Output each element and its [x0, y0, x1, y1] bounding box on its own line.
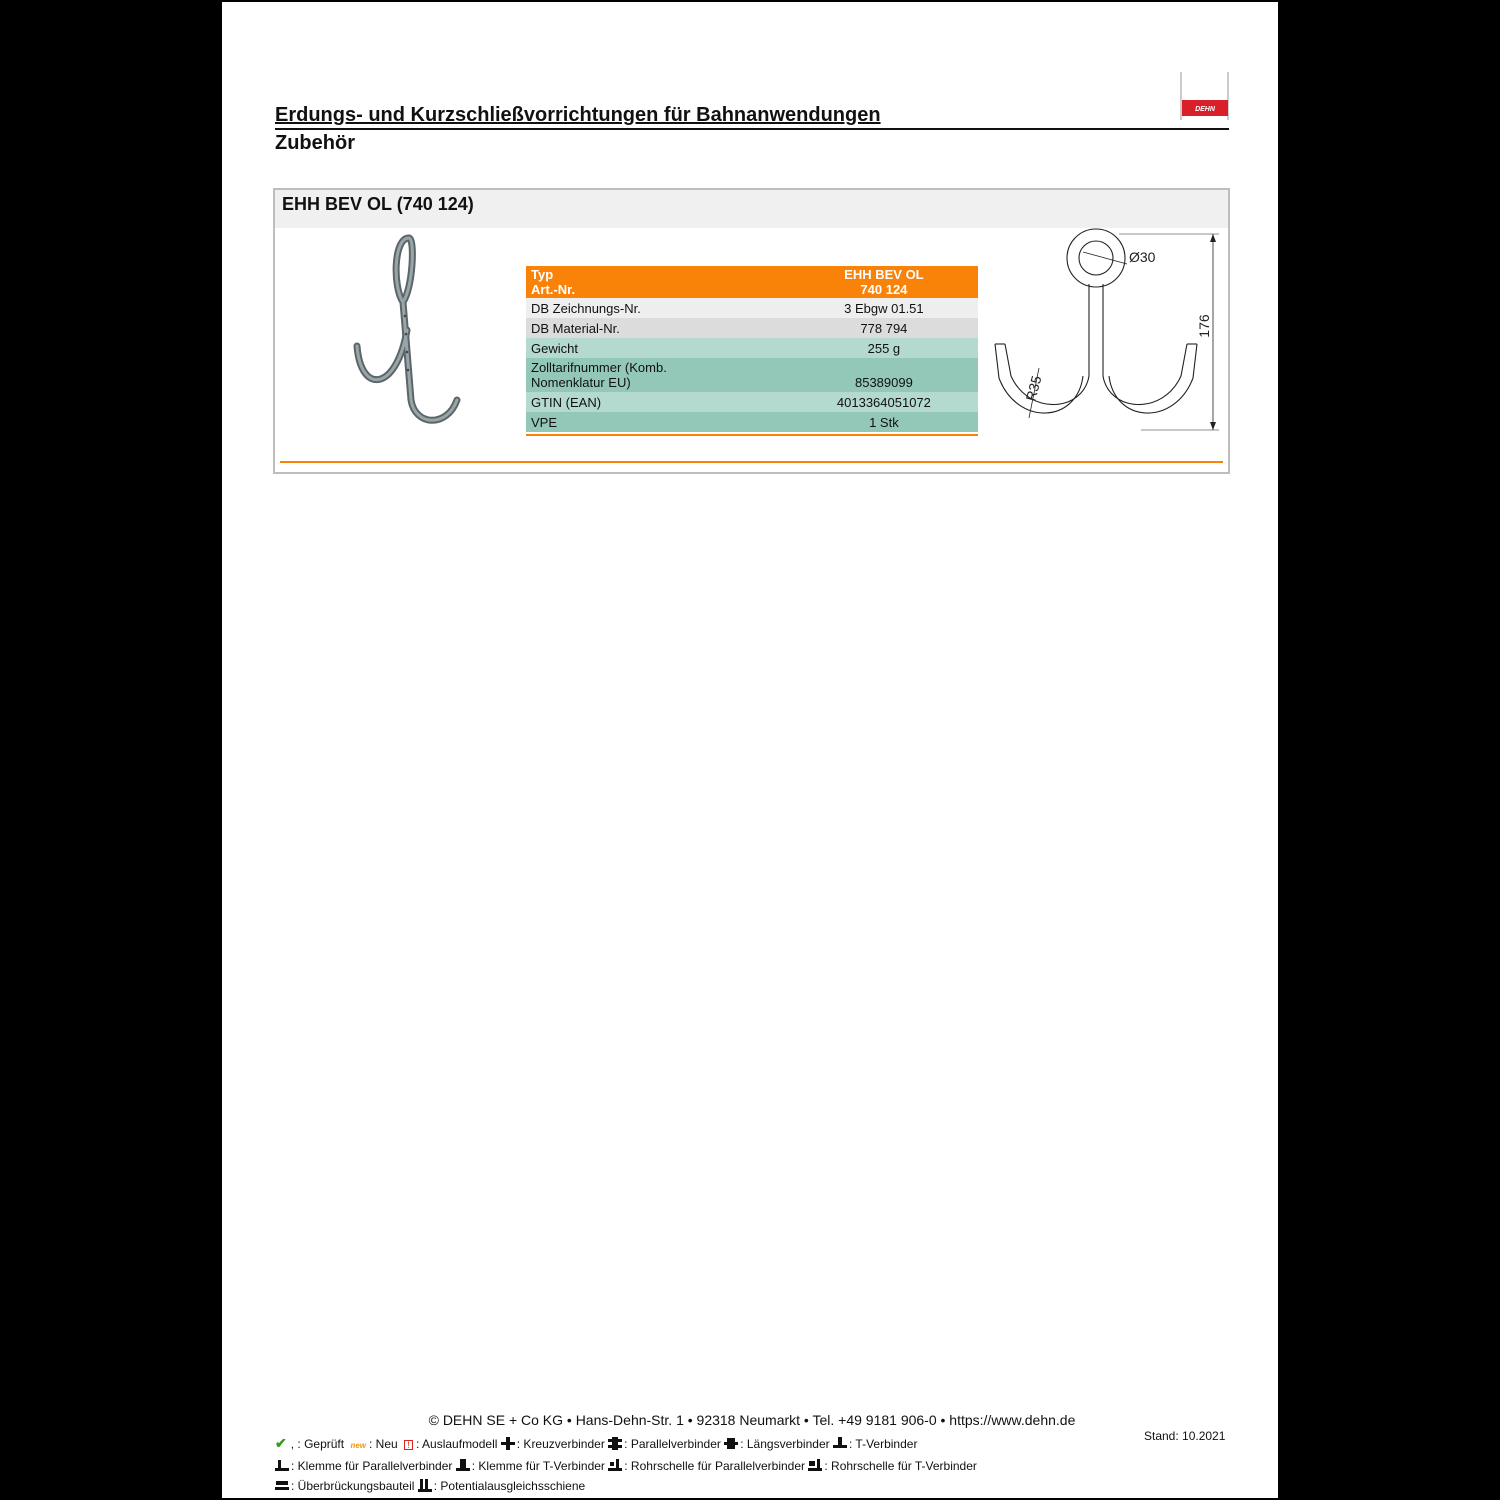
cross-connector-icon	[501, 1437, 515, 1450]
product-photo	[335, 230, 465, 435]
dim-height: 176	[1196, 314, 1212, 338]
footer-copyright: © DEHN SE + Co KG • Hans-Dehn-Str. 1 • 92318 Neumarkt • Tel. +49 9181 906-0 • https://www.dehn.de	[428, 1412, 1076, 1428]
dim-radius: R35	[1022, 373, 1045, 403]
spec-header-row	[526, 266, 978, 298]
spec-header-labels: Typ Art.-Nr.	[526, 266, 790, 298]
legend-line-2: : Klemme für Parallelverbinder : Klemme für T-Verbinder : Rohrschelle für Parallelverbinder : Rohrschelle für T-Verbinder	[275, 1456, 1075, 1476]
discontinued-icon: !	[404, 1440, 413, 1450]
bridging-component-icon	[275, 1479, 289, 1492]
spec-header-values: EHH BEV OL 740 124	[790, 266, 978, 298]
checkmark-icon: ✔	[275, 1435, 287, 1451]
table-row: Zolltarifnummer (Komb. Nomenklatur EU) 85389099	[526, 358, 978, 392]
table-row: DB Material-Nr. 778 794	[526, 318, 978, 338]
legend-line-3: : Überbrückungsbauteil : Potentialausgleichsschiene	[275, 1476, 1075, 1496]
footer-stand-date: Stand: 10.2021	[1144, 1429, 1226, 1443]
technical-drawing	[991, 226, 1221, 440]
table-row: VPE 1 Stk	[526, 412, 978, 432]
table-row: Gewicht 255 g	[526, 338, 978, 358]
t-connector-icon	[833, 1437, 847, 1450]
pipe-clamp-t-icon	[808, 1459, 822, 1472]
svg-text:DEHN: DEHN	[1195, 106, 1215, 113]
pipe-clamp-parallel-icon	[608, 1459, 622, 1472]
dim-diameter: Ø30	[1129, 249, 1156, 265]
product-heading: EHH BEV OL (740 124)	[275, 190, 1228, 228]
product-panel	[273, 188, 1230, 474]
legend-line-1: ✔ , : Geprüft new : Neu ! : Auslaufmodell : Kreuzverbinder : Parallelverbinder : Längsverbinder : T-Verbinder	[275, 1433, 1075, 1456]
longitudinal-connector-icon	[724, 1437, 738, 1450]
table-row: GTIN (EAN) 4013364051072	[526, 392, 978, 412]
panel-bottom-rule	[280, 461, 1223, 463]
footer-legend	[275, 1433, 1075, 1496]
table-row: DB Zeichnungs-Nr. 3 Ebgw 01.51	[526, 298, 978, 318]
parallel-clamp-icon	[275, 1459, 289, 1472]
parallel-connector-icon	[608, 1437, 622, 1450]
equipotential-bar-icon	[418, 1479, 432, 1492]
spec-table	[526, 266, 978, 432]
new-badge-icon: new	[350, 1441, 366, 1450]
document-subtitle: Zubehör	[275, 132, 355, 154]
spec-table-bottom-rule	[526, 434, 978, 436]
datasheet-page	[220, 0, 1280, 1500]
document-title: Erdungs- und Kurzschließvorrichtungen für Bahnanwendungen	[275, 102, 1229, 130]
t-clamp-icon	[456, 1459, 470, 1472]
